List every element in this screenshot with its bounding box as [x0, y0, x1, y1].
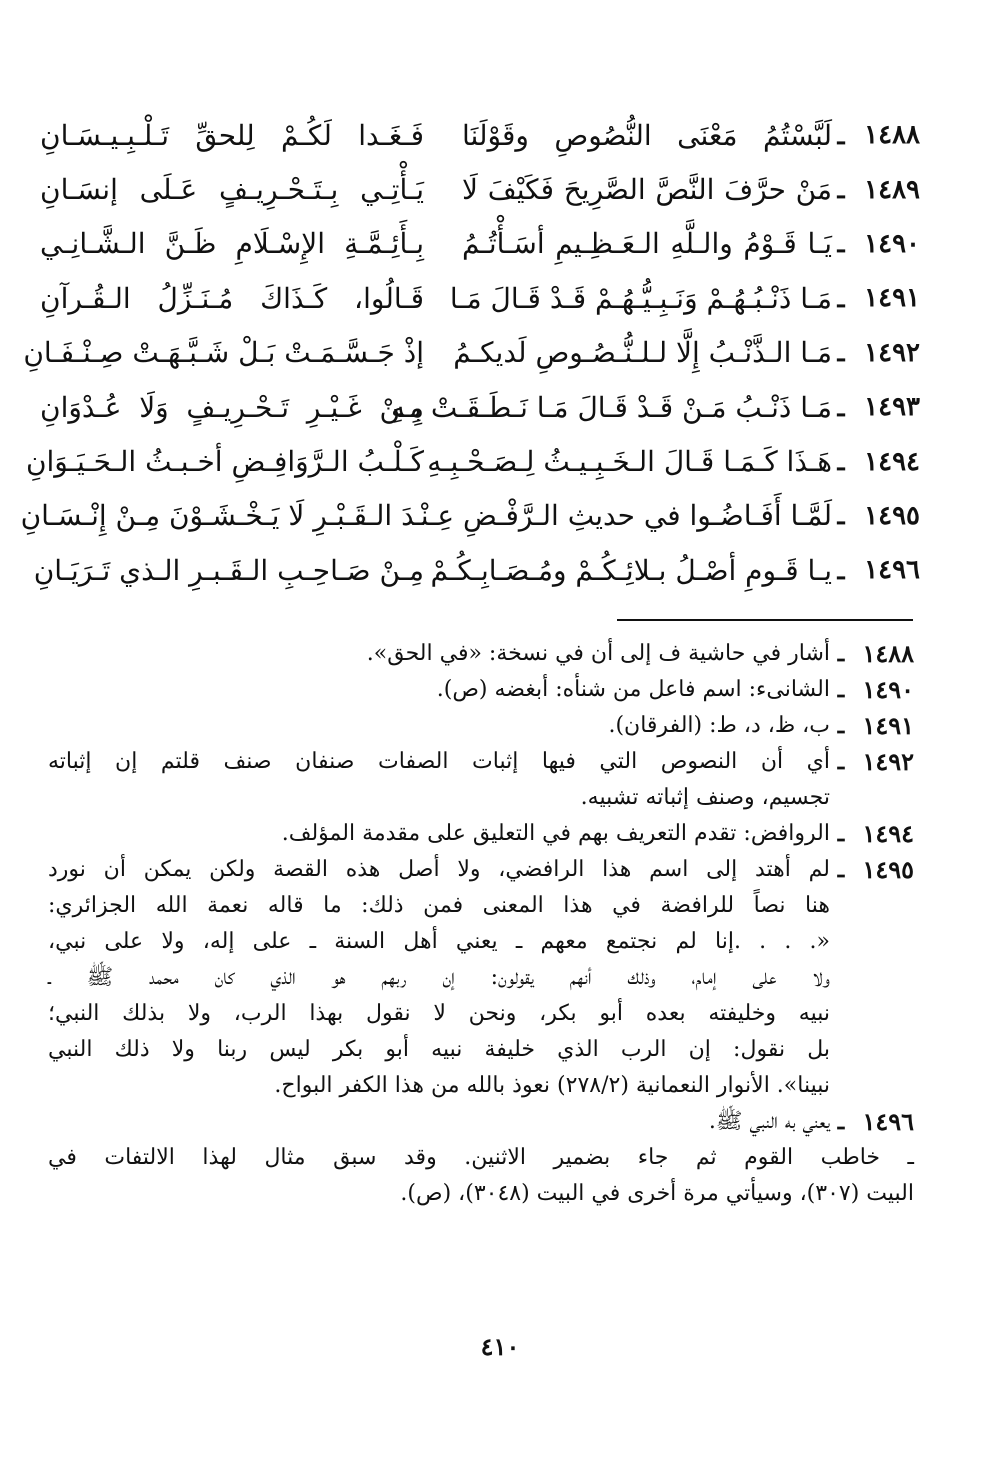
- footnote: ١٤٩٦ ـ يعني به النبي ﷺ.: [48, 1104, 914, 1140]
- verse-number: ١٤٩٥: [864, 500, 920, 531]
- footnote-line: لم أهتد إلى اسم هذا الرافضي، ولا أصل هذه القصة ولكن يمكن أن نورد: [48, 857, 830, 882]
- footnote-continuation: [48, 1140, 914, 1212]
- footnote-line: الروافض: تقدم التعريف بهم في التعليق على مقدمة المؤلف.: [281, 821, 830, 846]
- footnote-text: [48, 708, 830, 744]
- verse-dash: ـ: [837, 229, 845, 259]
- verse-second-hemistich: ـدَ الـقَـبْـرِ لَا يَـخْـشَـوْنَ مِـنْ إِنْـسَـانِ: [20, 499, 424, 533]
- footnote-number: ١٤٩٤: [862, 819, 914, 848]
- verse-row: [33, 543, 920, 597]
- verse-row: [40, 271, 920, 325]
- verse-first-hemistich: مَنْ حرَّفَ النَّصَّ الصَّرِيحَ فَكَيْفَ لَا: [462, 173, 832, 207]
- verse-dash: ـ: [837, 555, 845, 585]
- footnote-number: ١٤٨٨: [862, 639, 914, 668]
- verse-number: ١٤٩٠: [864, 228, 920, 259]
- verse-second-hemistich: فَـغَـدا لَكُـمْ لِلحقِّ تَـلْـبِـيـسَـانِ: [40, 118, 424, 152]
- footnote-separator: [617, 619, 913, 621]
- footnote-line: ـ خاطب القوم ثم جاء بضمير الاثنين. وقد سبق مثال لهذا الالتفات في: [48, 1145, 914, 1170]
- footnote-number: ١٤٩٥: [862, 855, 914, 884]
- footnote: ١٤٨٨ ـ أشار في حاشية ف إلى أن في نسخة: «في الحق».: [48, 636, 914, 672]
- page-number: ٤١٠: [480, 1332, 520, 1361]
- verse-second-hemistich: بِـأَئِـمَّـةِ الإِسْـلَامِ ظَـنَّ الـشَّـانِـي: [40, 227, 424, 261]
- verse-second-hemistich: كَـلْـبُ الـرَّوَافِـضِ أخـبـثُ الـحَـيَـوَانِ: [25, 445, 424, 479]
- footnote-line: أشار في حاشية ف إلى أن في نسخة: «في الحق».: [366, 641, 830, 666]
- verse-second-hemistich: إذْ جَـسَّـمَـتْ بَـلْ شَـبَّـهَـتْ صِـنْـفَـانِ: [23, 336, 424, 370]
- verse-number: ١٤٩٢: [864, 337, 920, 368]
- verse-dash: ـ: [837, 120, 845, 150]
- verse-second-hemistich: مِـنْ صَـاحِـبِ الـقَـبـرِ الـذي تَـرَيَـانِ: [33, 553, 424, 587]
- footnote-text: [48, 636, 830, 672]
- verse-number: ١٤٩٣: [864, 392, 920, 423]
- footnote-line: نبيه وخليفته بعده أبو بكر، ونحن لا نقول بهذا الرب، ولا بذلك النبي؛: [48, 1001, 830, 1026]
- verse-first-hemistich: يَـا قَـوْمُ والـلَّهِ الـعَـظِـيمِ أسَـأْتُـمُ: [462, 227, 832, 261]
- verse-first-hemistich: مَـا الـذَّنْـبُ إِلَّا لـلـنُّـصُـوصِ لَديكـمُ: [453, 336, 832, 370]
- verse-dash: ـ: [837, 338, 845, 368]
- verse-row: [40, 108, 920, 162]
- poem-verses: [20, 108, 920, 598]
- footnote-text: [48, 744, 830, 816]
- verse-first-hemistich: مَـا ذَنْـبُـهُـمْ وَنَـبِـيُّـهُـمْ قَـدْ قَـالَ مَـا: [449, 281, 832, 315]
- verse-row: [40, 162, 920, 216]
- footnote-line: بل نقول: إن الرب الذي خليفة نبيه أبو بكر ليس ربنا ولا ذلك النبي: [48, 1037, 830, 1062]
- footnotes: [48, 636, 914, 1212]
- footnote: ١٤٩٤ ـ الروافض: تقدم التعريف بهم في التعليق على مقدمة المؤلف.: [48, 816, 914, 852]
- verse-second-hemistich: قَـالُوا، كَـذَاكَ مُـنَـزِّلُ الـقُـرآنِ: [40, 281, 424, 315]
- footnote-line: نبينا». الأنوار النعمانية (٢٧٨/٢) نعوذ بالله من هذا الكفر البواح.: [274, 1073, 830, 1098]
- footnote-line: يعني به النبي ﷺ.: [708, 1109, 830, 1134]
- verse-second-hemistich: مِـنْ غَـيْـرِ تَـحْـرِيـفٍ وَلَا عُـدْوَانِ: [40, 390, 424, 424]
- verse-dash: ـ: [837, 283, 845, 313]
- footnote: ١٤٩٥ ـ لم أهتد إلى اسم هذا الرافضي، ولا أصل هذه القصة ولكن يمكن أن نورد هنا نصاً للرافضة في هذا المعنى فمن ذلك: ما قاله نعمة الله الجزائري: «. . . .إنا لم نجتمع معهم ـ يعني أهل السنة ـ على إله، ولا على نبي، ولا على إمام، وذلك أنهم يقولون: إن ربهم هو الذي كان محمد ﷺ ـ نبيه وخليفته بعده أبو بكر، ونحن لا نقول بهذا الرب، ولا بذلك النبي؛ بل نقول: إن الرب الذي خليفة نبيه أبو بكر ليس ربنا ولا ذلك النبي نبينا». الأنوار النعمانية (٢٧٨/٢) نعوذ بالله من هذا الكفر البواح.: [48, 852, 914, 1104]
- footnote-line: الشانىء: اسم فاعل من شنأه: أبغضه (ص).: [436, 677, 830, 702]
- verse-first-hemistich: هَـذَا كَـمَـا قَـالَ الـخَـبِـيـثُ لِـصَـحْـبِـهِ: [427, 445, 832, 479]
- verse-second-hemistich: يَـأْتِـي بِـتَـحْـرِيـفٍ عَـلَى إنسَـانِ: [40, 173, 424, 207]
- footnote-number: ١٤٩٦: [862, 1107, 914, 1136]
- footnote-text: [48, 1104, 830, 1140]
- footnote-text: [48, 852, 830, 1104]
- footnote: ١٤٩٠ ـ الشانىء: اسم فاعل من شنأه: أبغضه (ص).: [48, 672, 914, 708]
- footnote: ١٤٩٢ ـ أي أن النصوص التي فيها إثبات الصفات صنفان صنف قلتم إن إثباته تجسيم، وصنف إثباته تشبيه.: [48, 744, 914, 816]
- footnote-line: تجسيم، وصنف إثباته تشبيه.: [580, 785, 830, 810]
- verse-row: [23, 326, 920, 380]
- footnote-number: ١٤٩٠: [862, 675, 914, 704]
- verse-dash: ـ: [837, 447, 845, 477]
- verse-row: [40, 380, 920, 434]
- verse-row: [20, 489, 920, 543]
- verse-number: ١٤٨٩: [864, 174, 920, 205]
- footnote-line: ب، ظ، د، ط: (الفرقان).: [608, 713, 830, 738]
- footnote-line: أي أن النصوص التي فيها إثبات الصفات صنفان صنف قلتم إن إثباته: [48, 749, 830, 774]
- verse-row: [25, 434, 920, 488]
- footnote-line: ولا على إمام، وذلك أنهم يقولون: إن ربهم هو الذي كان محمد ﷺ ـ: [48, 965, 830, 990]
- footnote-text: [48, 672, 830, 708]
- footnote: ١٤٩١ ـ ب، ظ، د، ط: (الفرقان).: [48, 708, 914, 744]
- footnote-line: «. . . .إنا لم نجتمع معهم ـ يعني أهل السنة ـ على إله، ولا على نبي،: [48, 929, 830, 954]
- footnote-line: البيت (٣٠٧)، وسيأتي مرة أخرى في البيت (٣٠٤٨)، (ص).: [400, 1181, 914, 1206]
- verse-first-hemistich: مَـا ذَنْـبُ مَـنْ قَـدْ قَـالَ مَـا نَـطَـقَـتْ بِـهِ: [390, 390, 832, 424]
- verse-first-hemistich: لَبَّسْتُمُ مَعْنَى النُّصُوصِ وقَوْلَنَا: [462, 118, 832, 152]
- footnote-line: هنا نصاً للرافضة في هذا المعنى فمن ذلك: ما قاله نعمة الله الجزائري:: [48, 893, 830, 918]
- verse-row: [40, 217, 920, 271]
- verse-number: ١٤٩٦: [864, 555, 920, 586]
- verse-number: ١٤٩١: [864, 283, 920, 314]
- footnote-text: [48, 816, 830, 852]
- footnote-number: ١٤٩١: [862, 711, 914, 740]
- verse-first-hemistich: يـا قَـومِ أصْـلُ بـلائِـكُـمْ ومُـصَـابِـكُـمْ: [430, 553, 832, 587]
- verse-dash: ـ: [837, 501, 845, 531]
- verse-number: ١٤٨٨: [864, 120, 920, 151]
- footnote-number: ١٤٩٢: [862, 747, 914, 776]
- verse-dash: ـ: [837, 175, 845, 205]
- verse-dash: ـ: [837, 392, 845, 422]
- verse-number: ١٤٩٤: [864, 446, 920, 477]
- verse-first-hemistich: لَمَّـا أَفَـاضُـوا في حديثِ الـرَّفْـضِ عِـنْـ: [412, 499, 832, 533]
